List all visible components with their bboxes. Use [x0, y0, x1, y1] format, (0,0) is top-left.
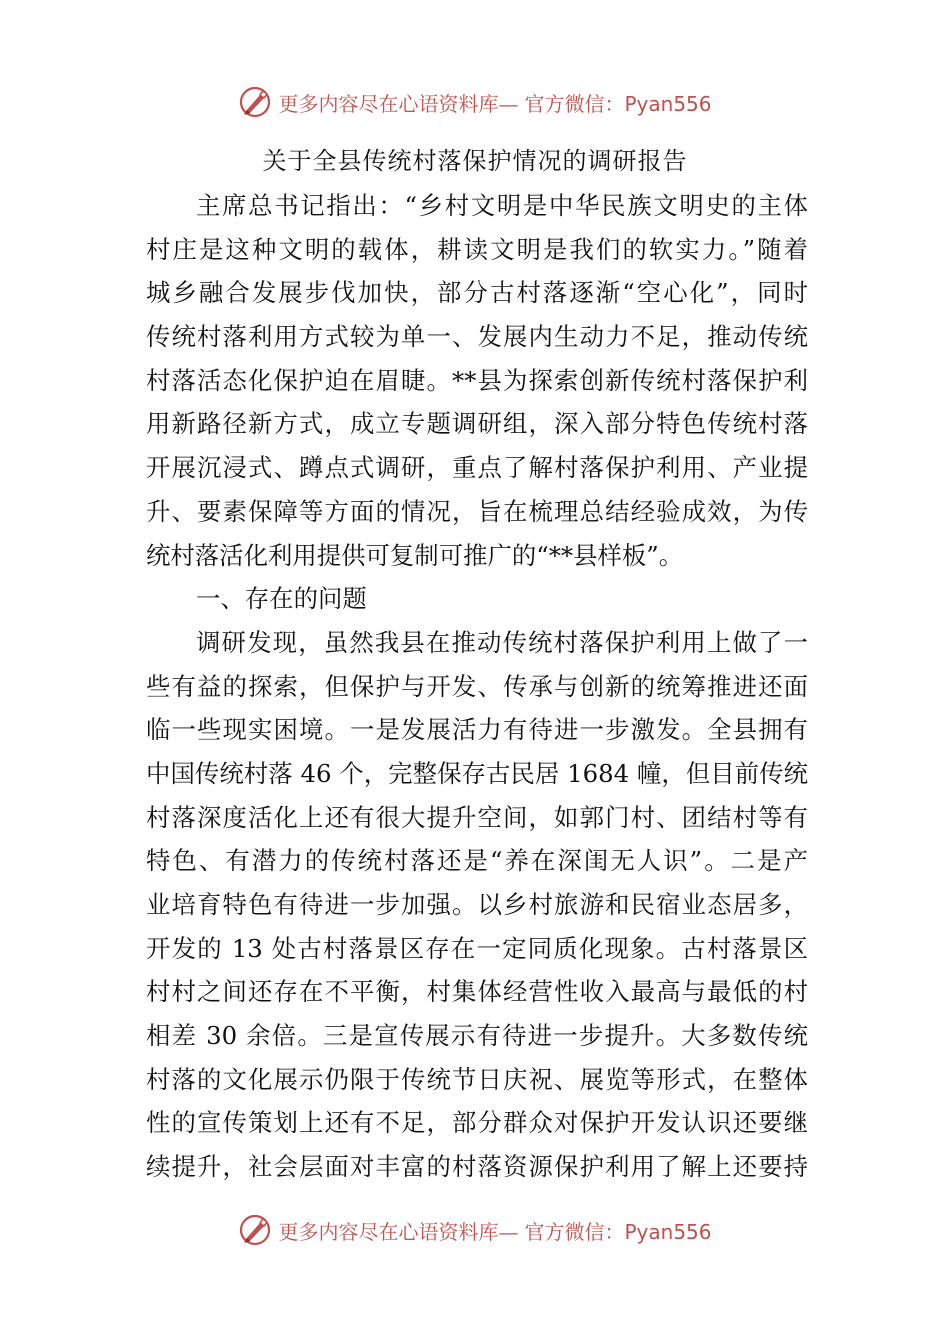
body-line: 相差 30 余倍。三是宣传展示有待进一步提升。大多数传统: [146, 1021, 808, 1051]
body-line: 城乡融合发展步伐加快，部分古村落逐渐“空心化”，同时: [146, 278, 808, 308]
body-line: 性的宣传策划上还有不足，部分群众对保护开发认识还要继: [146, 1108, 808, 1138]
body-line: 主席总书记指出：“乡村文明是中华民族文明史的主体: [196, 191, 808, 220]
document-body: [146, 184, 808, 1189]
body-line: 业培育特色有待进一步加强。以乡村旅游和民宿业态居多，: [146, 890, 808, 919]
watermark-contact-id: Pyan556: [624, 91, 712, 116]
body-line: 开发的 13 处古村落景区存在一定同质化现象。古村落景区: [146, 933, 808, 963]
watermark-contact-id: Pyan556: [624, 1219, 712, 1244]
body-line: 村庄是这种文明的载体，耕读文明是我们的软实力。”随着: [146, 234, 808, 264]
body-line: 中国传统村落 46 个，完整保存古民居 1684 幢，但目前传统: [146, 758, 808, 788]
body-line: 开展沉浸式、蹲点式调研，重点了解村落保护利用、产业提: [146, 453, 808, 483]
watermark-text: 更多内容尽在心语资料库—: [278, 1219, 519, 1244]
document-title: 关于全县传统村落保护情况的调研报告: [262, 147, 688, 175]
body-line: 村落的文化展示仍限于传统节日庆祝、展览等形式，在整体: [146, 1064, 808, 1094]
section-heading: 一、存在的问题: [196, 584, 367, 614]
pen-logo-icon: [238, 85, 272, 119]
body-line: 村落深度活化上还有很大提升空间，如郭门村、团结村等有: [146, 802, 808, 832]
body-line: 特色、有潜力的传统村落还是“养在深闺无人识”。二是产: [146, 846, 808, 876]
watermark-contact-label: 官方微信：: [524, 91, 625, 116]
body-line: 些有益的探索，但保护与开发、传承与创新的统筹推进还面: [146, 671, 808, 701]
watermark-contact-label: 官方微信：: [524, 1219, 625, 1244]
body-line: 统村落活化利用提供可复制可推广的“**县样板”。: [146, 540, 684, 570]
body-line: 村落活态化保护迫在眉睫。**县为探索创新传统村落保护利: [146, 365, 808, 395]
body-line: 调研发现，虽然我县在推动传统村落保护利用上做了一: [196, 627, 808, 657]
body-line: 临一些现实困境。一是发展活力有待进一步激发。全县拥有: [146, 715, 808, 745]
pen-logo-icon: [238, 1213, 272, 1247]
body-line: 传统村落利用方式较为单一、发展内生动力不足，推动传统: [146, 322, 808, 352]
body-line: 村村之间还存在不平衡，村集体经营性收入最高与最低的村: [146, 977, 808, 1007]
watermark-text: 更多内容尽在心语资料库—: [278, 91, 519, 116]
body-line: 升、要素保障等方面的情况，旨在梳理总结经验成效，为传: [146, 496, 808, 526]
watermark-contact: [524, 88, 711, 117]
body-line: 续提升，社会层面对丰富的村落资源保护利用了解上还要持: [146, 1152, 808, 1182]
header-watermark: [0, 82, 950, 122]
footer-watermark: [0, 1210, 950, 1250]
body-line: 用新路径新方式，成立专题调研组，深入部分特色传统村落: [146, 409, 808, 439]
watermark-contact: [524, 1216, 711, 1245]
